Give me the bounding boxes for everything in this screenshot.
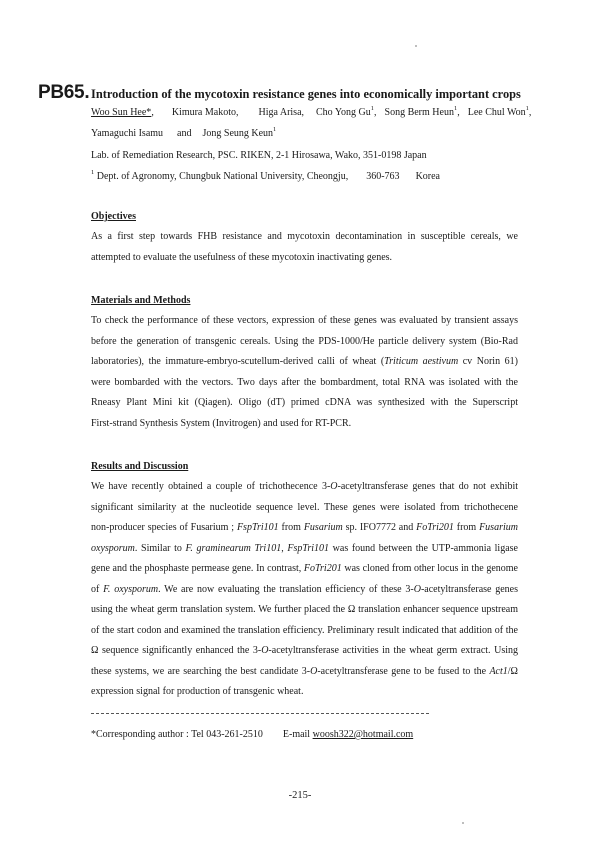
author-line-2 bbox=[91, 128, 276, 139]
email-label: E-mail bbox=[282, 729, 311, 740]
footnote-divider bbox=[91, 713, 429, 714]
author-name: Yamaguchi Isamu bbox=[91, 128, 164, 139]
methods-heading: Materials and Methods bbox=[91, 295, 191, 306]
author-separator: , bbox=[457, 107, 460, 118]
methods-paragraph bbox=[91, 311, 518, 434]
results-heading: Results and Discussion bbox=[91, 461, 189, 472]
methods-line: were bombarded with the vectors. Two days after the bombardment, total RNA was isolated with the bbox=[91, 376, 518, 388]
results-line: expression signal for production of transgenic wheat. bbox=[91, 686, 304, 697]
results-line: significant similarity at the nucleotide sequence level. These genes were isolated from trichothecene bbox=[91, 501, 518, 513]
email-link[interactable]: woosh322@hotmail.com bbox=[312, 729, 414, 740]
results-paragraph bbox=[91, 477, 518, 703]
author-name: Jong Seung Keun bbox=[202, 128, 274, 139]
author-name: Woo Sun Hee* bbox=[91, 107, 152, 118]
methods-line: laboratories), the immature-embryo-scutellum-derived calli of wheat (Triticum aestivum cv Norin 61) bbox=[91, 356, 518, 367]
results-line: oxysporum. Similar to F. graminearum Tri101, FspTri101 was found between the UTP-ammonia ligase bbox=[91, 542, 518, 554]
affiliation-2 bbox=[91, 171, 440, 182]
author-name: Cho Yong Gu bbox=[316, 107, 371, 118]
page-number: -215- bbox=[288, 790, 312, 801]
paper-title: Introduction of the mycotoxin resistance genes into economically important crops bbox=[91, 87, 521, 101]
affiliation-mark: 1 bbox=[525, 105, 529, 112]
results-line: We have recently obtained a couple of trichothecence 3-O-acetyltransferase genes that do not exhibit bbox=[91, 481, 519, 492]
author-name: Song Berm Heun bbox=[384, 107, 454, 118]
corresponding-label: *Corresponding author : Tel 043-261-2510 bbox=[91, 729, 263, 740]
author-separator: , bbox=[528, 107, 532, 118]
author-separator: , bbox=[374, 107, 377, 118]
author-separator: , bbox=[235, 107, 239, 118]
results-line: non-producer species of Fusarium ; FspTri101 from Fusarium sp. IFO7772 and FoTri201 from Fusarium bbox=[91, 522, 518, 533]
affiliation-mark: 1 bbox=[370, 105, 375, 112]
methods-line: Rneasy Plant Mini kit (Qiagen). Oligo (dT) primed cDNA was synthesized with the Superscript bbox=[91, 397, 518, 408]
affiliation-dept: Dept. of Agronomy, Chungbuk National University, Cheongju, bbox=[96, 171, 349, 182]
scan-speck bbox=[462, 822, 464, 824]
abstract-id: PB65. bbox=[38, 82, 90, 103]
corresponding-author bbox=[91, 729, 413, 740]
affiliation-mark: 1 bbox=[91, 169, 95, 176]
author-name: Lee Chul Won bbox=[467, 107, 526, 118]
affiliation-1: Lab. of Remediation Research, PSC. RIKEN, 2-1 Hirosawa, Wako, 351-0198 Japan bbox=[91, 150, 427, 161]
objectives-line: attempted to evaluate the usefulness of these mycotoxin inactivating genes. bbox=[91, 251, 393, 263]
results-line: using the wheat germ translation system. We further placed the Ω translation enhancer sequence upstream bbox=[91, 604, 518, 615]
author-conjunction: and bbox=[177, 128, 192, 139]
results-line: gene and the phosphaste permease gene. In contrast, FoTri201 was cloned from other locus in the genome bbox=[91, 563, 518, 574]
author-name: Higa Arisa bbox=[258, 107, 302, 118]
author-line-1 bbox=[91, 107, 531, 118]
methods-line: To check the performance of these vectors, expression of these genes was evaluated by transient assays bbox=[91, 315, 518, 326]
results-line: these systems, we are searching the best candidate 3-O-acetyltransferase gene to be fused to the Act1/Ω bbox=[91, 665, 518, 677]
affiliation-postal: 360-763 bbox=[366, 171, 400, 182]
methods-line: before the generation of transgenic cereals. Using the PDS-1000/He particle delivery system (Bio-Rad bbox=[91, 335, 518, 347]
objectives-heading: Objectives bbox=[91, 211, 136, 222]
objectives-paragraph bbox=[91, 227, 518, 268]
objectives-line: As a first step towards FHB resistance and mycotoxin decontamination in susceptible cereals, we bbox=[91, 231, 518, 242]
affiliation-mark: 1 bbox=[273, 126, 277, 133]
author-separator: , bbox=[151, 107, 154, 118]
results-line: of F. oxysporum. We are now evaluating the translation efficiency of these 3-O-acetyltransferase genes bbox=[91, 583, 519, 595]
affiliation-mark: 1 bbox=[453, 105, 458, 112]
author-name: Kimura Makoto bbox=[171, 107, 236, 118]
scan-speck bbox=[415, 45, 417, 47]
results-line: Ω sequence significantly enhanced the 3-O-acetyltransferase activities in the wheat germ extract. Using bbox=[91, 645, 518, 656]
results-line: of the start codon and examined the translation efficiency. Preliminary result indicated that addition of the bbox=[91, 624, 518, 636]
affiliation-country: Korea bbox=[415, 171, 440, 182]
methods-line: First-strand Synthesis System (Invitrogen) and used for RT-PCR. bbox=[91, 417, 352, 429]
author-separator: , bbox=[301, 107, 305, 118]
